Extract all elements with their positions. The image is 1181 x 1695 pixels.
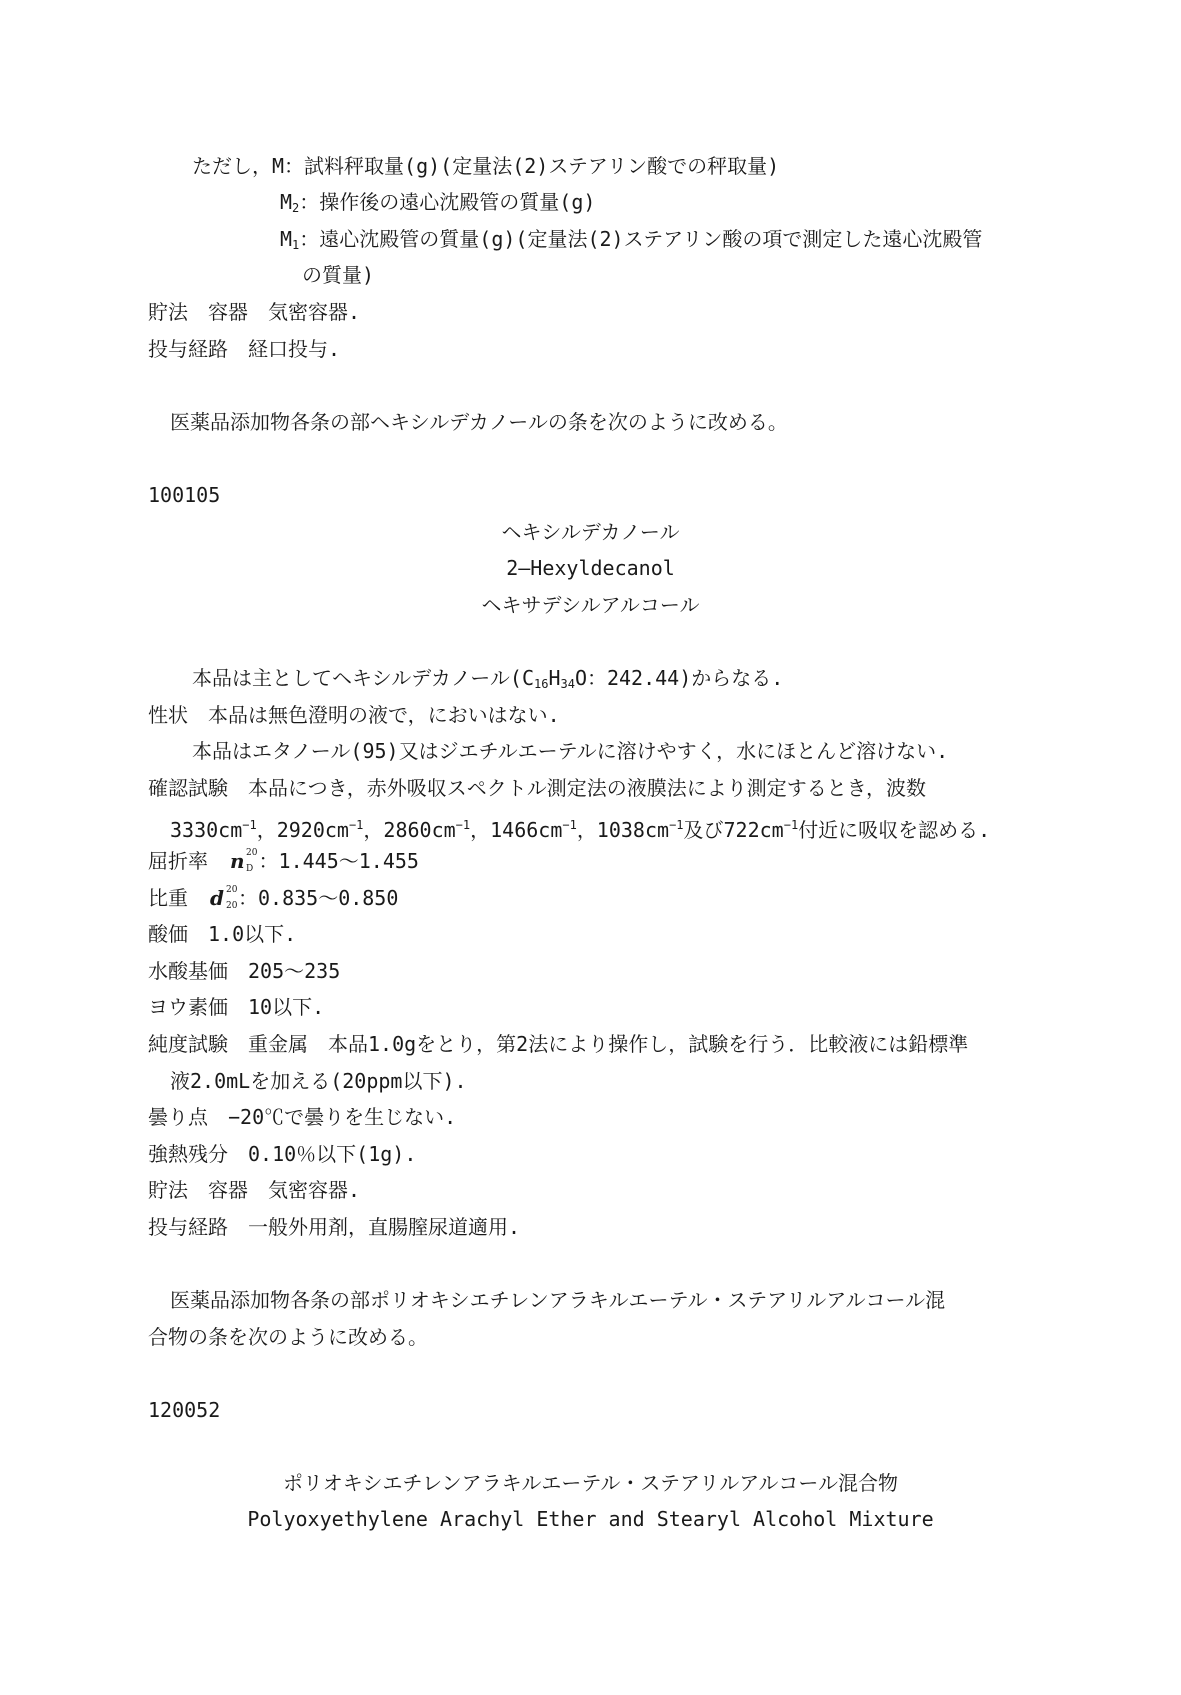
purity-2: 液2.0mLを加える(20ppm以下). — [170, 1069, 467, 1093]
superscript: −1 — [242, 818, 257, 832]
gravity-value: ：0.835〜0.850 — [237, 886, 399, 910]
entry-intro — [192, 665, 783, 697]
superscript: −1 — [455, 818, 471, 832]
identification-end: 付近に吸収を認める. — [798, 818, 991, 842]
specific-gravity — [148, 885, 398, 911]
refractive-sub: D — [246, 864, 254, 874]
intro-text: 本品は主としてヘキシルデカノール(C — [192, 666, 534, 690]
formula-h: H — [548, 666, 561, 690]
refractive-label: 屈折率 — [148, 849, 208, 873]
cloud-point: 曇り点 −20℃で曇りを生じない. — [148, 1105, 457, 1129]
instruction-2-line2: 合物の条を次のように改める。 — [148, 1325, 428, 1349]
entry-code-2: 120052 — [148, 1398, 221, 1422]
description-2: 本品はエタノール(95)又はジエチルエーテルに溶けやすく，水にほとんど溶けない. — [192, 739, 949, 763]
m2-subscript: 2 — [292, 201, 300, 215]
gravity-label: 比重 — [148, 886, 188, 910]
gravity-sup: 20 — [226, 885, 238, 895]
superscript: −1 — [783, 818, 799, 832]
refractive-symbol — [230, 848, 258, 874]
definition-m1 — [280, 226, 982, 258]
wavenumber: ，2860cm — [363, 818, 456, 842]
identification-1: 確認試験 本品につき，赤外吸収スペクトル測定法の液膜法により測定するとき，波数 — [148, 776, 926, 800]
description-1: 性状 本品は無色澄明の液で，においはない. — [148, 703, 560, 727]
gravity-symbol — [210, 885, 238, 911]
gravity-sub: 20 — [226, 901, 238, 911]
m1-text: ：遠心沈殿管の質量(g)(定量法(2)ステアリン酸の項で測定した遠心沈殿管 — [299, 227, 983, 251]
wavenumber: 3330cm — [170, 818, 243, 842]
m2-symbol: M — [280, 190, 293, 214]
identification-2 — [170, 812, 990, 843]
superscript: −1 — [669, 818, 684, 832]
m1-symbol: M — [280, 227, 293, 251]
definition-m2 — [280, 189, 595, 221]
refractive-value: ：1.445〜1.455 — [258, 849, 419, 873]
instruction-1: 医薬品添加物各条の部ヘキシルデカノールの条を次のように改める。 — [170, 410, 788, 434]
definition-m: ただし，M：試料秤取量(g)(定量法(2)ステアリン酸での秤取量) — [192, 154, 780, 178]
storage-1: 貯法 容器 気密容器. — [148, 300, 361, 324]
wavenumber: ，1038cm — [576, 818, 670, 842]
entry-title-ja: ヘキシルデカノール — [501, 520, 680, 544]
instruction-2-line1: 医薬品添加物各条の部ポリオキシエチレンアラキルエーテル・ステアリルアルコール混 — [170, 1288, 946, 1312]
route-1: 投与経路 経口投与. — [148, 337, 341, 361]
wavenumber: 及び722cm — [683, 818, 784, 842]
entry2-title-en: Polyoxyethylene Arachyl Ether and Stearyl Alcohol Mixture — [247, 1507, 934, 1531]
refractive-sup: 20 — [246, 848, 258, 858]
entry-synonym: ヘキサデシルアルコール — [481, 593, 700, 617]
route-2: 投与経路 一般外用剤，直腸膣尿道適用. — [148, 1215, 521, 1239]
entry-code-1: 100105 — [148, 483, 221, 507]
entry-title-en: 2—Hexyldecanol — [506, 556, 675, 580]
formula-sub-c: 16 — [533, 677, 549, 691]
refractive-index — [148, 848, 419, 874]
storage-2: 貯法 容器 気密容器. — [148, 1178, 361, 1202]
entry2-title-ja: ポリオキシエチレンアラキルエーテル・ステアリルアルコール混合物 — [282, 1471, 899, 1495]
superscript: −1 — [348, 818, 364, 832]
hydroxyl-value: 水酸基価 205〜235 — [148, 959, 341, 983]
m2-text: ：操作後の遠心沈殿管の質量(g) — [299, 190, 596, 214]
purity-1: 純度試験 重金属 本品1.0gをとり，第2法により操作し，試験を行う．比較液には鉛標準 — [148, 1032, 969, 1056]
superscript: −1 — [562, 818, 577, 832]
acid-value: 酸価 1.0以下. — [148, 922, 297, 946]
iodine-value: ヨウ素価 10以下. — [148, 995, 325, 1019]
wavenumber: ，2920cm — [256, 818, 349, 842]
wavenumber: ，1466cm — [470, 818, 563, 842]
gravity-d: d — [210, 886, 224, 910]
definition-m1-cont: の質量) — [302, 263, 375, 287]
refractive-n: n — [230, 849, 245, 873]
formula-sub-h: 34 — [560, 677, 575, 691]
residue-on-ignition: 強熱残分 0.10％以下(1g). — [148, 1142, 417, 1166]
intro-text-end: O：242.44)からなる. — [574, 666, 784, 690]
m1-subscript: 1 — [292, 238, 300, 252]
